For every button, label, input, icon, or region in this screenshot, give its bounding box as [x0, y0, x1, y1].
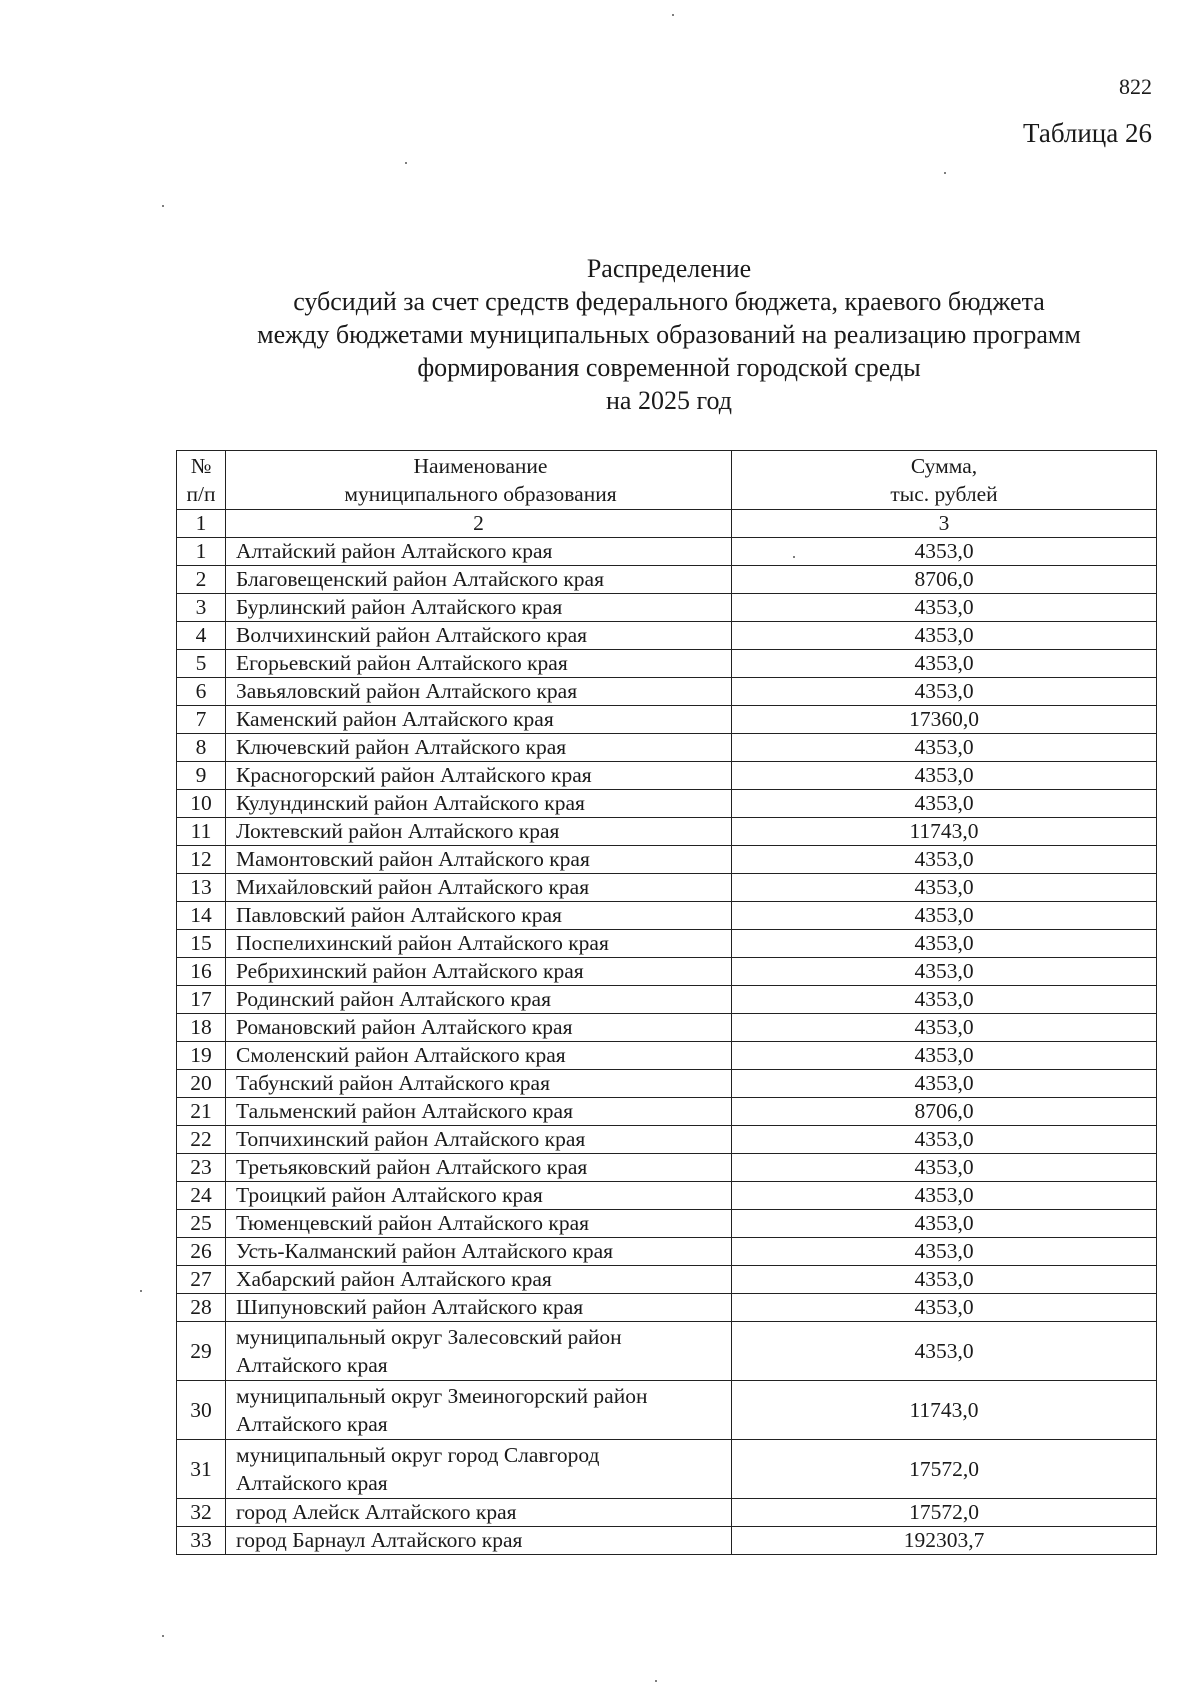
amount-cell: 4353,0: [732, 678, 1157, 706]
scan-speck: [162, 205, 164, 207]
row-number-cell: 5: [177, 650, 226, 678]
amount-cell: 17572,0: [732, 1499, 1157, 1527]
header-text: муниципального образования: [344, 482, 617, 506]
municipality-name-line: Благовещенский район Алтайского края: [236, 567, 604, 591]
table-row: [177, 1266, 1157, 1294]
municipality-name-cell: [226, 762, 732, 790]
municipality-name-line: Третьяковский район Алтайского края: [236, 1155, 588, 1179]
row-number-cell: 6: [177, 678, 226, 706]
header-text: Сумма,: [910, 454, 978, 478]
amount-cell: 11743,0: [732, 1381, 1157, 1440]
municipality-name-cell: [226, 874, 732, 902]
amount-cell: 4353,0: [732, 1126, 1157, 1154]
municipality-name-line: Шипуновский район Алтайского края: [236, 1295, 584, 1319]
table-row: [177, 1210, 1157, 1238]
municipality-name-cell: [226, 958, 732, 986]
table-row: [177, 706, 1157, 734]
row-number-cell: 12: [177, 846, 226, 874]
municipality-name-line: Алтайского края: [236, 1412, 388, 1436]
municipality-name-cell: [226, 818, 732, 846]
municipality-name-line: Завьяловский район Алтайского края: [236, 679, 578, 703]
municipality-name-line: Волчихинский район Алтайского края: [236, 623, 588, 647]
municipality-name-line: Мамонтовский район Алтайского края: [236, 847, 590, 871]
municipality-name-cell: [226, 622, 732, 650]
municipality-name-line: Алтайского края: [236, 1353, 388, 1377]
table-label: Таблица 26: [1023, 118, 1152, 148]
row-number-cell: 11: [177, 818, 226, 846]
municipality-name-line: Кулундинский район Алтайского края: [236, 791, 585, 815]
table-row: [177, 1381, 1157, 1440]
row-number-cell: 8: [177, 734, 226, 762]
amount-cell: 4353,0: [732, 874, 1157, 902]
municipality-name-cell: [226, 1210, 732, 1238]
table-row: [177, 790, 1157, 818]
municipality-name-cell: [226, 1070, 732, 1098]
header-number-cell: [177, 451, 226, 510]
municipality-name-line: муниципальный округ Залесовский район: [236, 1325, 622, 1349]
municipality-name-cell: [226, 986, 732, 1014]
table-row: [177, 762, 1157, 790]
municipality-name-cell: [226, 650, 732, 678]
scan-speck: [405, 162, 407, 164]
amount-cell: 4353,0: [732, 958, 1157, 986]
municipality-name-line: Топчихинский район Алтайского края: [236, 1127, 586, 1151]
municipality-name-cell: [226, 1294, 732, 1322]
row-number-cell: 31: [177, 1440, 226, 1499]
heading-line: Распределение: [586, 254, 752, 283]
municipality-name-cell: [226, 538, 732, 566]
heading-line: на 2025 год: [606, 386, 732, 415]
row-number-cell: 27: [177, 1266, 226, 1294]
municipality-name-line: Каменский район Алтайского края: [236, 707, 554, 731]
amount-cell: 4353,0: [732, 762, 1157, 790]
table-row: [177, 874, 1157, 902]
municipality-name-cell: [226, 734, 732, 762]
municipality-name-cell: [226, 1440, 732, 1499]
subsidy-table: [176, 450, 1157, 1555]
table-row: [177, 1294, 1157, 1322]
table-row: [177, 1014, 1157, 1042]
table-row: [177, 902, 1157, 930]
amount-cell: 4353,0: [732, 1154, 1157, 1182]
amount-cell: 4353,0: [732, 930, 1157, 958]
header-text: тыс. рублей: [890, 482, 998, 506]
row-number-cell: 28: [177, 1294, 226, 1322]
municipality-name-cell: [226, 1182, 732, 1210]
row-number-cell: 3: [177, 594, 226, 622]
municipality-name-cell: [226, 1098, 732, 1126]
row-number-cell: 24: [177, 1182, 226, 1210]
table-row: [177, 650, 1157, 678]
amount-cell: 4353,0: [732, 1210, 1157, 1238]
municipality-name-cell: [226, 1381, 732, 1440]
municipality-name-line: Алтайского края: [236, 1471, 388, 1495]
amount-cell: 4353,0: [732, 986, 1157, 1014]
amount-cell: 11743,0: [732, 818, 1157, 846]
municipality-name-cell: [226, 902, 732, 930]
column-index-cell: 2: [226, 510, 732, 538]
municipality-name-line: Табунский район Алтайского края: [236, 1071, 550, 1095]
municipality-name-cell: [226, 566, 732, 594]
table-row: [177, 1322, 1157, 1381]
table-row: [177, 846, 1157, 874]
amount-cell: 4353,0: [732, 622, 1157, 650]
table-row: [177, 538, 1157, 566]
row-number-cell: 18: [177, 1014, 226, 1042]
municipality-name-line: Алтайский район Алтайского края: [236, 539, 553, 563]
municipality-name-cell: [226, 1527, 732, 1555]
table-row: [177, 1042, 1157, 1070]
row-number-cell: 1: [177, 538, 226, 566]
header-text: п/п: [186, 482, 216, 506]
row-number-cell: 10: [177, 790, 226, 818]
row-number-cell: 13: [177, 874, 226, 902]
municipality-name-line: Тюменцевский район Алтайского края: [236, 1211, 590, 1235]
table-row: [177, 1126, 1157, 1154]
table-row: [177, 986, 1157, 1014]
table-row: [177, 930, 1157, 958]
municipality-name-line: Бурлинский район Алтайского края: [236, 595, 563, 619]
municipality-name-line: Усть-Калманский район Алтайского края: [236, 1239, 614, 1263]
table-row: [177, 1527, 1157, 1555]
municipality-name-line: город Алейск Алтайского края: [236, 1500, 517, 1524]
municipality-name-line: Ключевский район Алтайского края: [236, 735, 567, 759]
scan-speck: [655, 1680, 657, 1682]
header-amount-cell: [732, 451, 1157, 510]
page-number: 822: [1119, 74, 1152, 99]
row-number-cell: 33: [177, 1527, 226, 1555]
table-row: [177, 1238, 1157, 1266]
table-row: [177, 1182, 1157, 1210]
row-number-cell: 7: [177, 706, 226, 734]
municipality-name-line: Родинский район Алтайского края: [236, 987, 551, 1011]
header-text: №: [190, 454, 212, 478]
row-number-cell: 21: [177, 1098, 226, 1126]
row-number-cell: 15: [177, 930, 226, 958]
row-number-cell: 9: [177, 762, 226, 790]
municipality-name-cell: [226, 1126, 732, 1154]
row-number-cell: 4: [177, 622, 226, 650]
amount-cell: 8706,0: [732, 1098, 1157, 1126]
scan-speck: [944, 172, 946, 174]
amount-cell: 8706,0: [732, 566, 1157, 594]
table-header-row: [177, 451, 1157, 510]
municipality-name-cell: [226, 1266, 732, 1294]
column-index-cell: 1: [177, 510, 226, 538]
row-number-cell: 26: [177, 1238, 226, 1266]
table-row: [177, 1154, 1157, 1182]
header-text: Наименование: [413, 454, 548, 478]
amount-cell: 4353,0: [732, 1182, 1157, 1210]
row-number-cell: 14: [177, 902, 226, 930]
amount-cell: 4353,0: [732, 846, 1157, 874]
municipality-name-line: Поспелихинский район Алтайского края: [236, 931, 609, 955]
municipality-name-cell: [226, 1322, 732, 1381]
municipality-name-cell: [226, 678, 732, 706]
table-row: [177, 622, 1157, 650]
municipality-name-line: Красногорский район Алтайского края: [236, 763, 592, 787]
municipality-name-line: Троицкий район Алтайского края: [236, 1183, 543, 1207]
column-index-cell: 3: [732, 510, 1157, 538]
row-number-cell: 25: [177, 1210, 226, 1238]
municipality-name-cell: [226, 1014, 732, 1042]
scan-speck: [672, 14, 674, 16]
heading-line: субсидий за счет средств федерального бюджета, краевого бюджета: [293, 287, 1045, 316]
table-row: [177, 1499, 1157, 1527]
amount-cell: 4353,0: [732, 594, 1157, 622]
amount-cell: 4353,0: [732, 1294, 1157, 1322]
amount-cell: 4353,0: [732, 790, 1157, 818]
municipality-name-line: Егорьевский район Алтайского края: [236, 651, 568, 675]
municipality-name-line: Хабарский район Алтайского края: [236, 1267, 552, 1291]
municipality-name-cell: [226, 706, 732, 734]
row-number-cell: 20: [177, 1070, 226, 1098]
row-number-cell: 30: [177, 1381, 226, 1440]
municipality-name-cell: [226, 930, 732, 958]
municipality-name-line: Ребрихинский район Алтайского края: [236, 959, 584, 983]
heading-line: между бюджетами муниципальных образований на реализацию программ: [257, 320, 1081, 349]
table-row: [177, 566, 1157, 594]
row-number-cell: 32: [177, 1499, 226, 1527]
header-name-cell: [226, 451, 732, 510]
municipality-name-line: муниципальный округ Змеиногорский район: [236, 1384, 648, 1408]
row-number-cell: 22: [177, 1126, 226, 1154]
row-number-cell: 16: [177, 958, 226, 986]
municipality-name-cell: [226, 1499, 732, 1527]
table-row: [177, 678, 1157, 706]
scan-speck: [140, 1290, 142, 1292]
row-number-cell: 29: [177, 1322, 226, 1381]
amount-cell: 17572,0: [732, 1440, 1157, 1499]
municipality-name-line: город Барнаул Алтайского края: [236, 1528, 523, 1552]
document-heading: [160, 252, 1178, 417]
amount-cell: 4353,0: [732, 1322, 1157, 1381]
municipality-name-cell: [226, 790, 732, 818]
amount-cell: 4353,0: [732, 1070, 1157, 1098]
table-row: [177, 1070, 1157, 1098]
amount-cell: 4353,0: [732, 1042, 1157, 1070]
amount-cell: 4353,0: [732, 734, 1157, 762]
row-number-cell: 17: [177, 986, 226, 1014]
amount-cell: 4353,0: [732, 650, 1157, 678]
table-row: [177, 1098, 1157, 1126]
heading-line: формирования современной городской среды: [417, 353, 921, 382]
scan-speck: [162, 1635, 164, 1637]
municipality-name-line: Романовский район Алтайского края: [236, 1015, 573, 1039]
municipality-name-line: Локтевский район Алтайского края: [236, 819, 560, 843]
amount-cell: 4353,0: [732, 1266, 1157, 1294]
row-number-cell: 2: [177, 566, 226, 594]
municipality-name-line: Михайловский район Алтайского края: [236, 875, 590, 899]
amount-cell: 4353,0: [732, 538, 1157, 566]
amount-cell: 4353,0: [732, 1014, 1157, 1042]
municipality-name-cell: [226, 1154, 732, 1182]
municipality-name-line: муниципальный округ город Славгород: [236, 1443, 600, 1467]
amount-cell: 17360,0: [732, 706, 1157, 734]
municipality-name-cell: [226, 846, 732, 874]
amount-cell: 4353,0: [732, 1238, 1157, 1266]
table-row: [177, 594, 1157, 622]
municipality-name-line: Смоленский район Алтайского края: [236, 1043, 566, 1067]
row-number-cell: 19: [177, 1042, 226, 1070]
table-row: [177, 1440, 1157, 1499]
column-index-row: [177, 510, 1157, 538]
municipality-name-line: Тальменский район Алтайского края: [236, 1099, 573, 1123]
municipality-name-line: Павловский район Алтайского края: [236, 903, 562, 927]
amount-cell: 192303,7: [732, 1527, 1157, 1555]
table-row: [177, 818, 1157, 846]
table-row: [177, 734, 1157, 762]
table-row: [177, 958, 1157, 986]
amount-cell: 4353,0: [732, 902, 1157, 930]
row-number-cell: 23: [177, 1154, 226, 1182]
municipality-name-cell: [226, 1042, 732, 1070]
municipality-name-cell: [226, 1238, 732, 1266]
municipality-name-cell: [226, 594, 732, 622]
